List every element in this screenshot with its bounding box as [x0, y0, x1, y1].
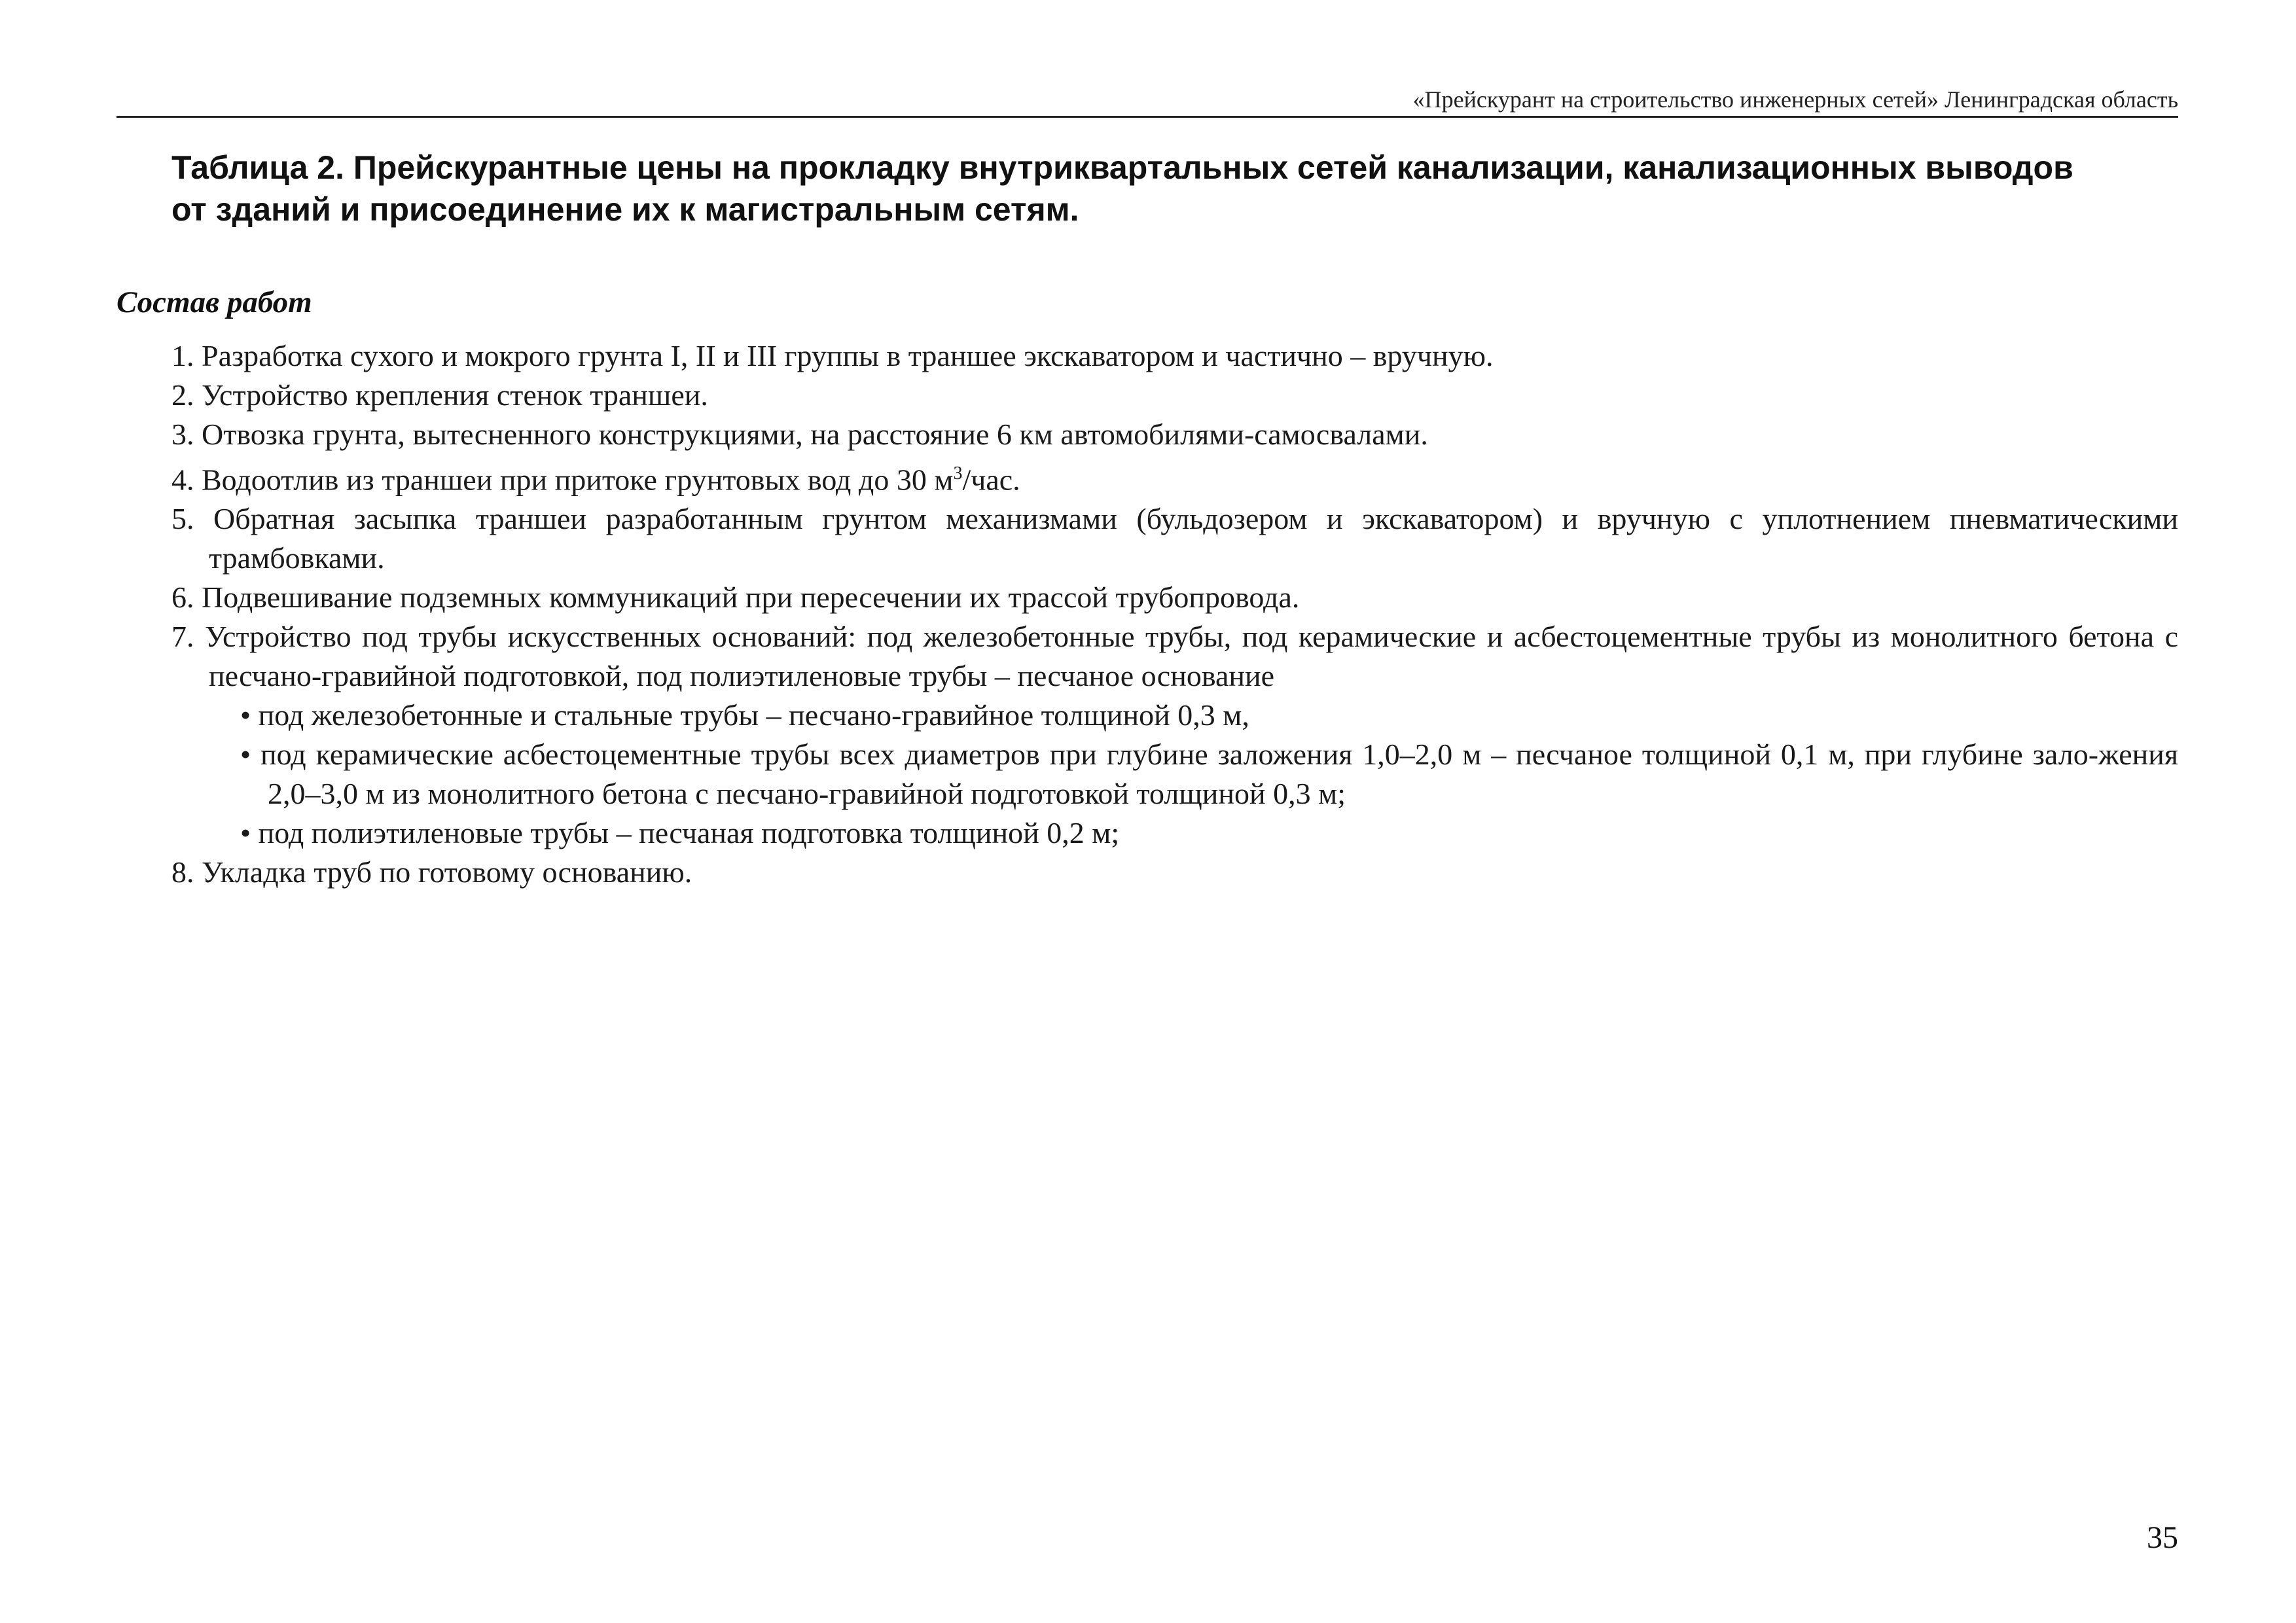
sub-item-text: под полиэтиленовые трубы – песчаная подготовка толщиной 0,2 м;: [258, 816, 1120, 850]
table-title: Таблица 2. Прейскурантные цены на прокладку внутриквартальных сетей канализации, канализационных выводов от зданий и присоединение их к магистральным сетям.: [171, 149, 2073, 228]
item-number: 5.: [171, 502, 194, 536]
running-head: «Прейскурант на строительство инженерных сетей» Ленинградская область: [1412, 86, 2178, 113]
sub-list: [209, 696, 2178, 853]
work-item-8: [171, 853, 2178, 892]
item-number: 1.: [171, 339, 194, 372]
work-item-7: [171, 617, 2178, 853]
item-number: 6.: [171, 580, 194, 615]
item-text-after: /час.: [962, 463, 1020, 497]
work-item-2: [171, 376, 2178, 415]
work-item-3: [171, 415, 2178, 454]
item-text: Устройство под трубы искусственных оснований: под железобетонные трубы, под керамические и асбестоцементные трубы из монолитного бетона с песчано-гравийной подготовкой, под полиэтиленовые трубы – песчаное основание: [205, 620, 2179, 693]
sub-item-3: [209, 813, 2178, 853]
sub-item-1: [209, 696, 2178, 735]
item-text: Устройство крепления стенок траншеи.: [202, 378, 708, 412]
item-number: 2.: [171, 378, 194, 412]
header-rule: [117, 116, 2178, 118]
bullet-icon: •: [240, 738, 251, 772]
item-text: Обратная засыпка траншеи разработанным грунтом механизмами (бульдозером и экскаватором) и вручную с уплотнением пневматическими трамбовками.: [209, 502, 2178, 575]
item-text: Отвозка грунта, вытесненного конструкциями, на расстояние 6 км автомобилями-самосвалами.: [202, 418, 1428, 451]
superscript-cubic: 3: [953, 463, 963, 484]
item-text: Укладка труб по готовому основанию.: [202, 855, 692, 889]
work-item-1: [171, 336, 2178, 376]
bullet-icon: •: [240, 816, 251, 850]
work-item-4: [171, 454, 2178, 499]
section-heading: Состав работ: [117, 285, 312, 319]
work-item-5: [171, 499, 2178, 578]
work-list: [171, 336, 2178, 892]
page-number: 35: [2147, 1520, 2178, 1555]
item-text: Водоотлив из траншеи при притоке грунтовых вод до 30 м: [202, 463, 954, 497]
sub-item-2: [209, 735, 2178, 813]
item-text: Подвешивание подземных коммуникаций при пересечении их трассой трубопровода.: [202, 580, 1300, 615]
item-number: 3.: [171, 418, 194, 451]
work-item-6: [171, 578, 2178, 617]
item-text: Разработка сухого и мокрого грунта I, II и III группы в траншее экскаватором и частично – вручную.: [202, 339, 1494, 372]
item-number: 4.: [171, 463, 194, 497]
item-number: 7.: [171, 620, 194, 654]
sub-item-text: под железобетонные и стальные трубы – песчано-гравийное толщиной 0,3 м,: [258, 698, 1249, 732]
bullet-icon: •: [240, 698, 251, 732]
sub-item-text: под керамические асбестоцементные трубы всех диаметров при глубине заложения 1,0–2,0 м – песчаное толщиной 0,1 м, при глубине зало-жения 2,0–3,0 м из монолитного бетона с песчано-гравийной подготовкой толщиной 0,3 м;: [260, 738, 2179, 811]
item-number: 8.: [171, 855, 194, 889]
